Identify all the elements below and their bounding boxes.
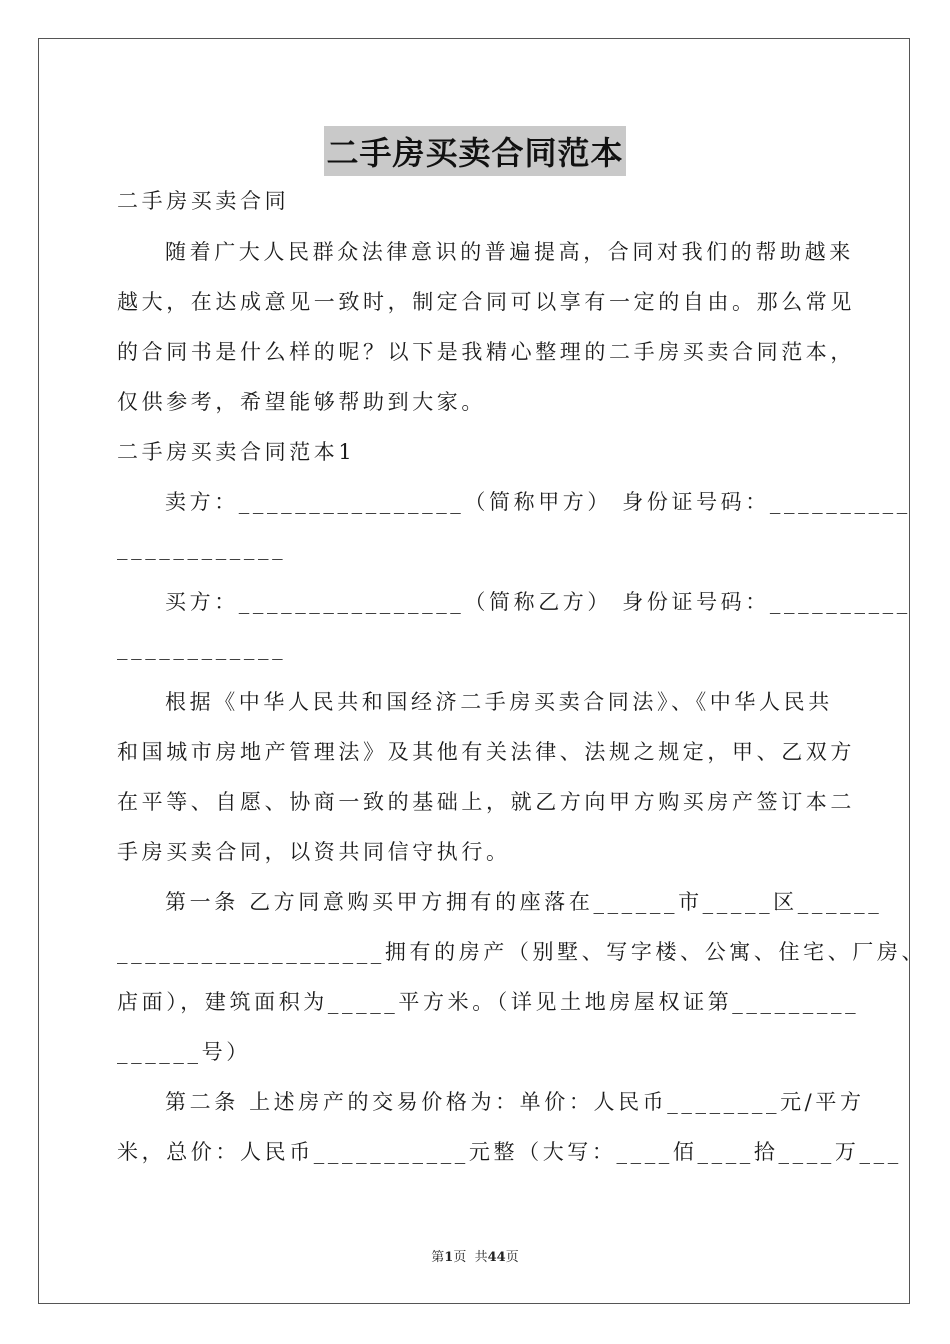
intro-line: 越大，在达成意见一致时，制定合同可以享有一定的自由。那么常见 bbox=[117, 290, 855, 314]
seller-line: 卖方：________________（简称甲方） 身份证号码：__________ bbox=[165, 490, 911, 514]
buyer-line: 买方：________________（简称乙方） 身份证号码：__________ bbox=[165, 590, 911, 614]
section-heading: 二手房买卖合同 bbox=[117, 189, 290, 213]
footer-total-pages: 44 bbox=[487, 1250, 506, 1265]
preamble-line: 在平等、自愿、协商一致的基础上，就乙方向甲方购买房产签订本二 bbox=[117, 790, 855, 814]
buyer-id-continued: ____________ bbox=[117, 636, 287, 660]
intro-line: 仅供参考，希望能够帮助到大家。 bbox=[117, 390, 486, 414]
article-1-line: ___________________拥有的房产（别墅、写字楼、公寓、住宅、厂房、 bbox=[117, 940, 927, 964]
article-1-line: 第一条 乙方同意购买甲方拥有的座落在______市_____区______ bbox=[165, 890, 883, 914]
intro-line: 的合同书是什么样的呢？以下是我精心整理的二手房买卖合同范本， bbox=[117, 340, 855, 364]
article-1-line: 店面），建筑面积为_____平方米。（详见土地房屋权证第_________ bbox=[117, 990, 860, 1014]
article-2-line: 米，总价：人民币___________元整（大写：____佰____拾____万___ bbox=[117, 1140, 902, 1164]
article-1-line: ______号） bbox=[117, 1040, 251, 1064]
title-container bbox=[0, 126, 950, 176]
preamble-line: 根据《中华人民共和国经济二手房买卖合同法》、《中华人民共 bbox=[165, 690, 833, 714]
sample-heading: 二手房买卖合同范本1 bbox=[117, 440, 356, 464]
seller-id-continued: ____________ bbox=[117, 536, 287, 560]
article-2-line: 第二条 上述房产的交易价格为：单价：人民币________元/平方 bbox=[165, 1090, 865, 1114]
document-title: 二手房买卖合同范本 bbox=[324, 126, 625, 176]
preamble-line: 和国城市房地产管理法》及其他有关法律、法规之规定，甲、乙双方 bbox=[117, 740, 855, 764]
page-footer bbox=[0, 1246, 950, 1265]
footer-page-prefix: 第 bbox=[431, 1250, 445, 1265]
preamble-line: 手房买卖合同，以资共同信守执行。 bbox=[117, 840, 511, 864]
footer-page-suffix: 页 共 bbox=[453, 1250, 488, 1265]
footer-total-suffix: 页 bbox=[505, 1250, 519, 1265]
intro-line: 随着广大人民群众法律意识的普遍提高，合同对我们的帮助越来 bbox=[165, 240, 854, 264]
footer-page-number: 1 bbox=[444, 1250, 454, 1265]
